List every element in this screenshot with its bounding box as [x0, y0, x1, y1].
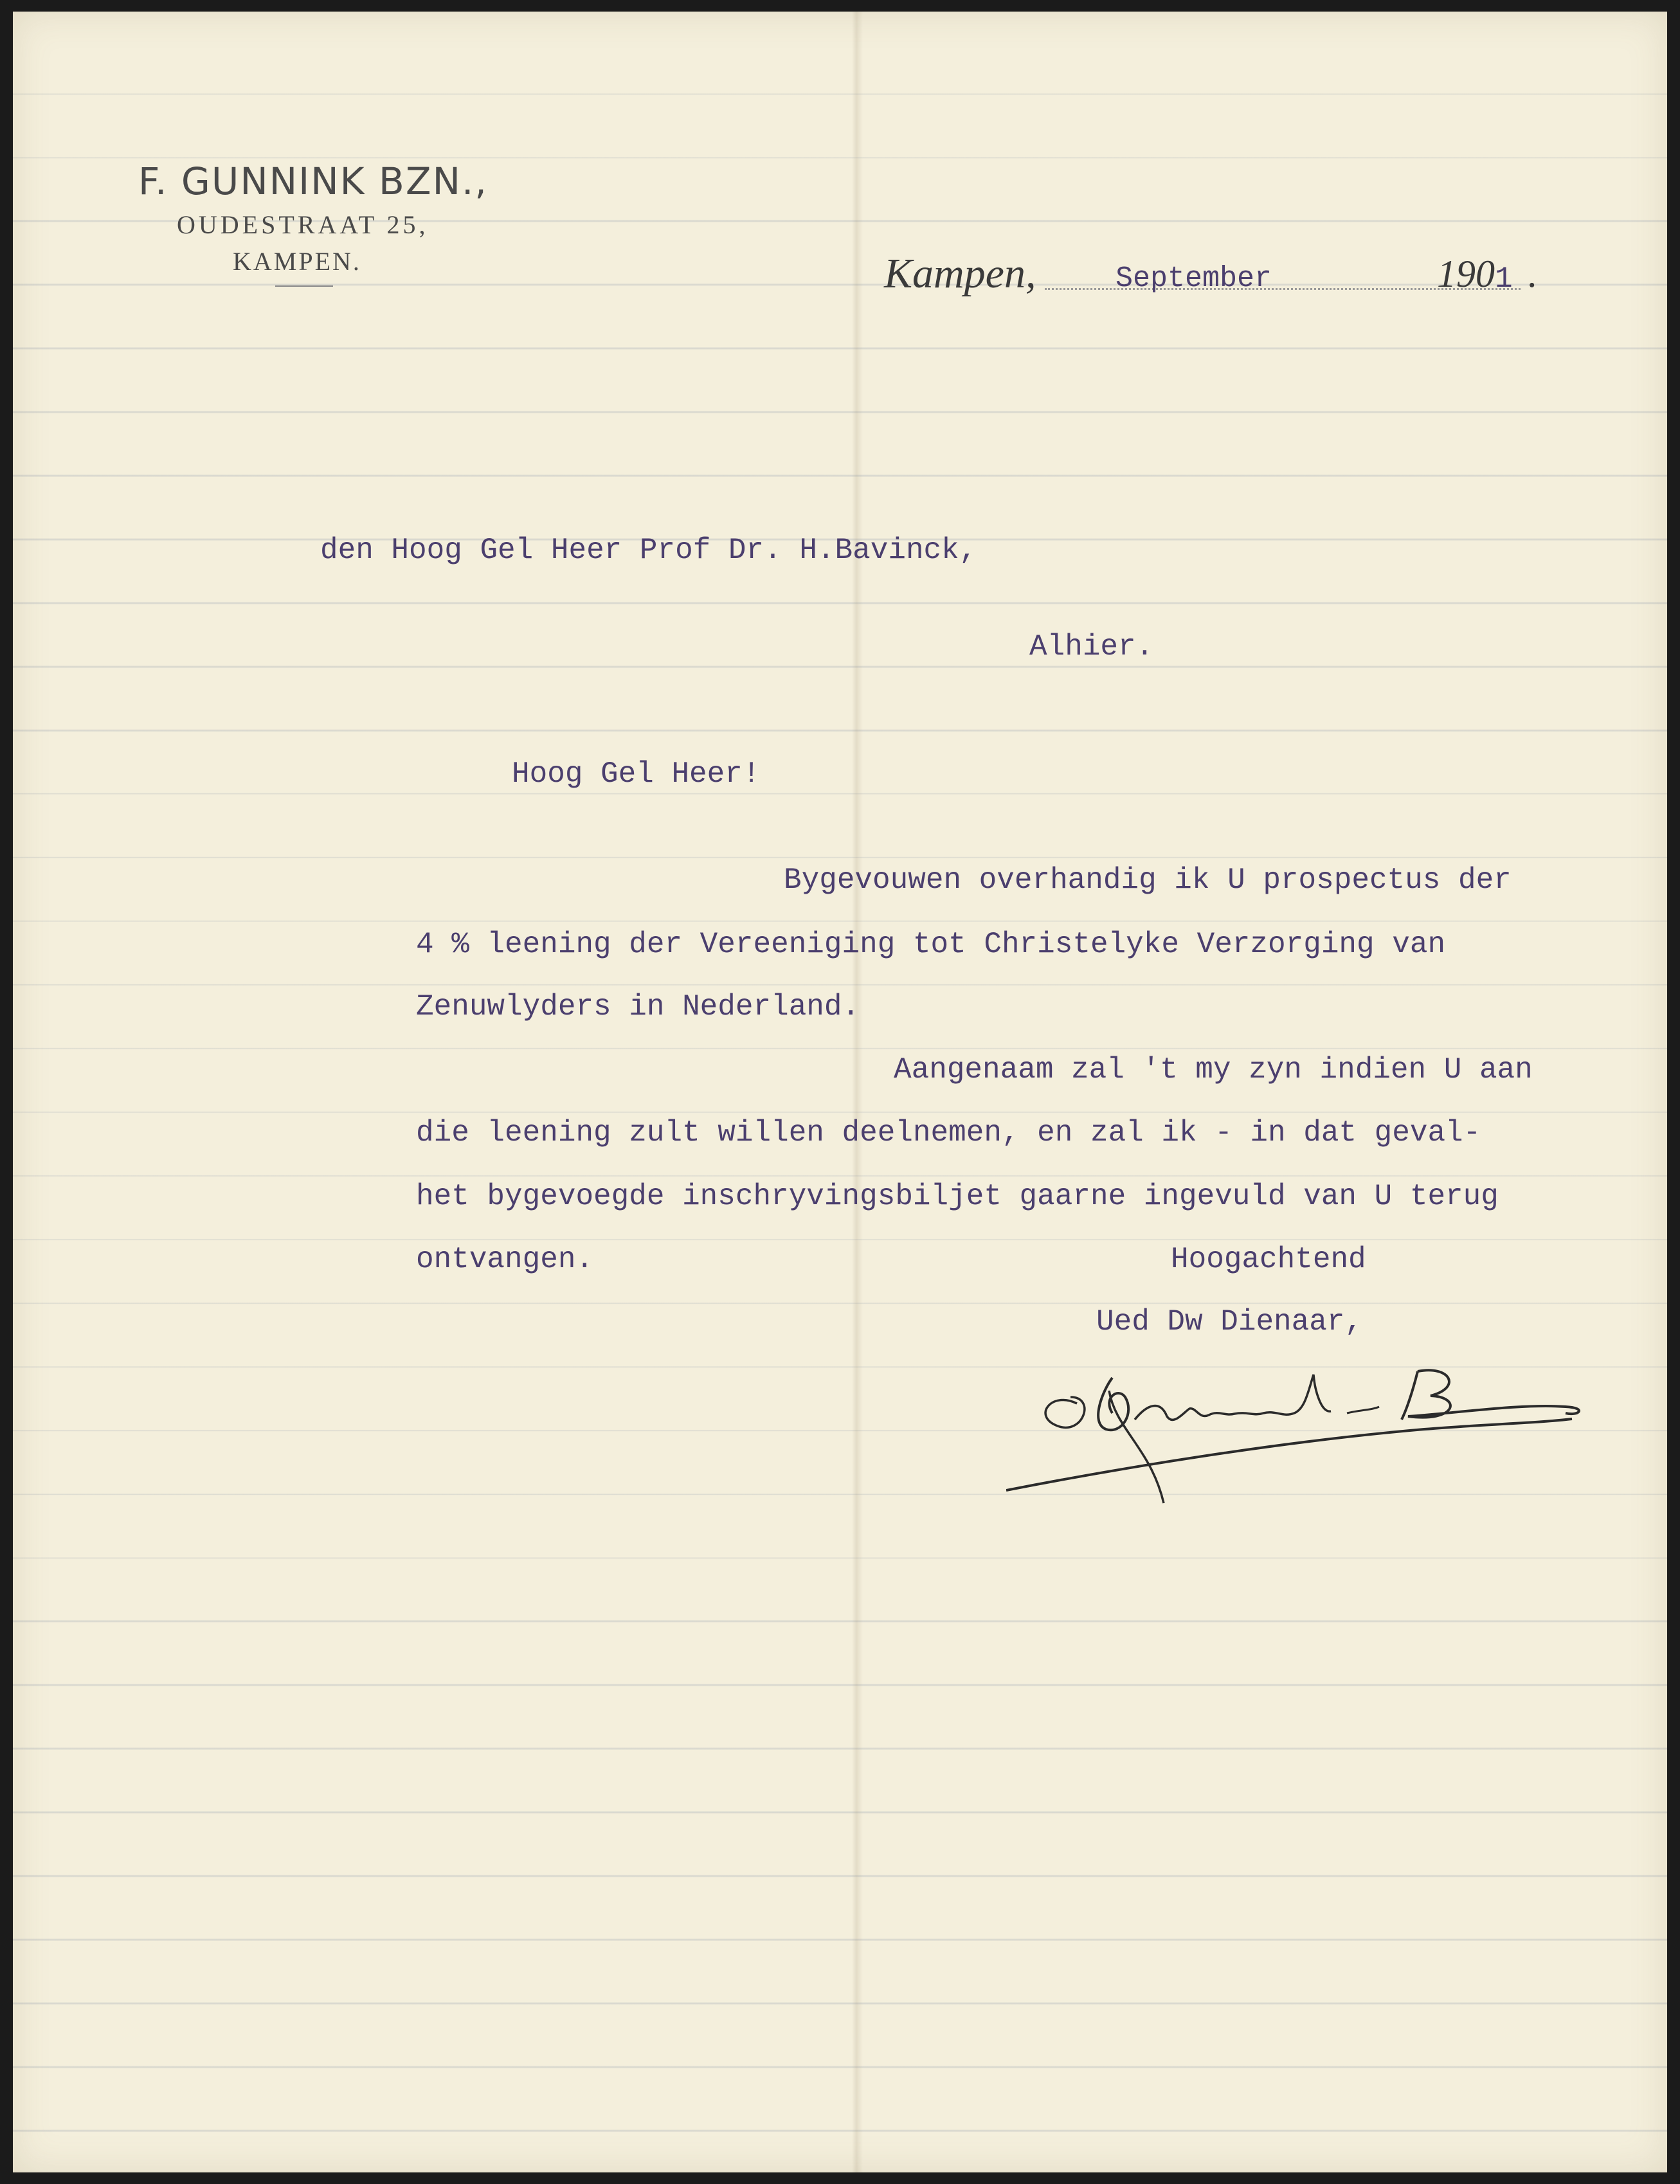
- date-year: [1437, 252, 1538, 296]
- letter-sheet: [13, 12, 1667, 2172]
- body-line-2: 4 % leening der Vereeniging tot Christelyke Verzorging van: [416, 928, 1446, 961]
- body-line-3: Zenuwlyders in Nederland.: [416, 990, 860, 1024]
- firm-city: KAMPEN.: [233, 247, 361, 276]
- recipient-location: Alhier.: [1029, 630, 1154, 663]
- letterhead: [138, 159, 498, 287]
- body-line-7: ontvangen.: [416, 1243, 594, 1276]
- salutation: Hoog Gel Heer!: [512, 757, 761, 791]
- date-year-end: .: [1528, 253, 1538, 295]
- date-year-print: 190: [1437, 253, 1495, 295]
- date-place: Kampen,: [884, 250, 1036, 297]
- firm-name: F. GUNNINK BZN.,: [138, 159, 488, 203]
- body-line-5: die leening zult willen deelnemen, en zal ik - in dat geval-: [416, 1116, 1481, 1150]
- body-line-1: Bygevouwen overhandig ik U prospectus der: [784, 863, 1512, 897]
- closing-regards: Hoogachtend: [1171, 1243, 1366, 1276]
- recipient-line: den Hoog Gel Heer Prof Dr. H.Bavinck,: [320, 534, 977, 567]
- signature-drawing: [1006, 1352, 1675, 1513]
- date-month: September: [1115, 262, 1272, 295]
- dateline: [884, 249, 1538, 301]
- body-line-4: Aangenaam zal 't my zyn indien U aan: [894, 1053, 1533, 1087]
- letterhead-rule: [275, 285, 333, 287]
- body-line-6: het bygevoegde inschryvingsbiljet gaarne ingevuld van U terug: [416, 1180, 1499, 1213]
- date-year-digit: 1: [1495, 262, 1513, 296]
- closing-servant: Ued Dw Dienaar,: [1096, 1305, 1363, 1339]
- firm-street: OUDESTRAAT 25,: [177, 210, 429, 239]
